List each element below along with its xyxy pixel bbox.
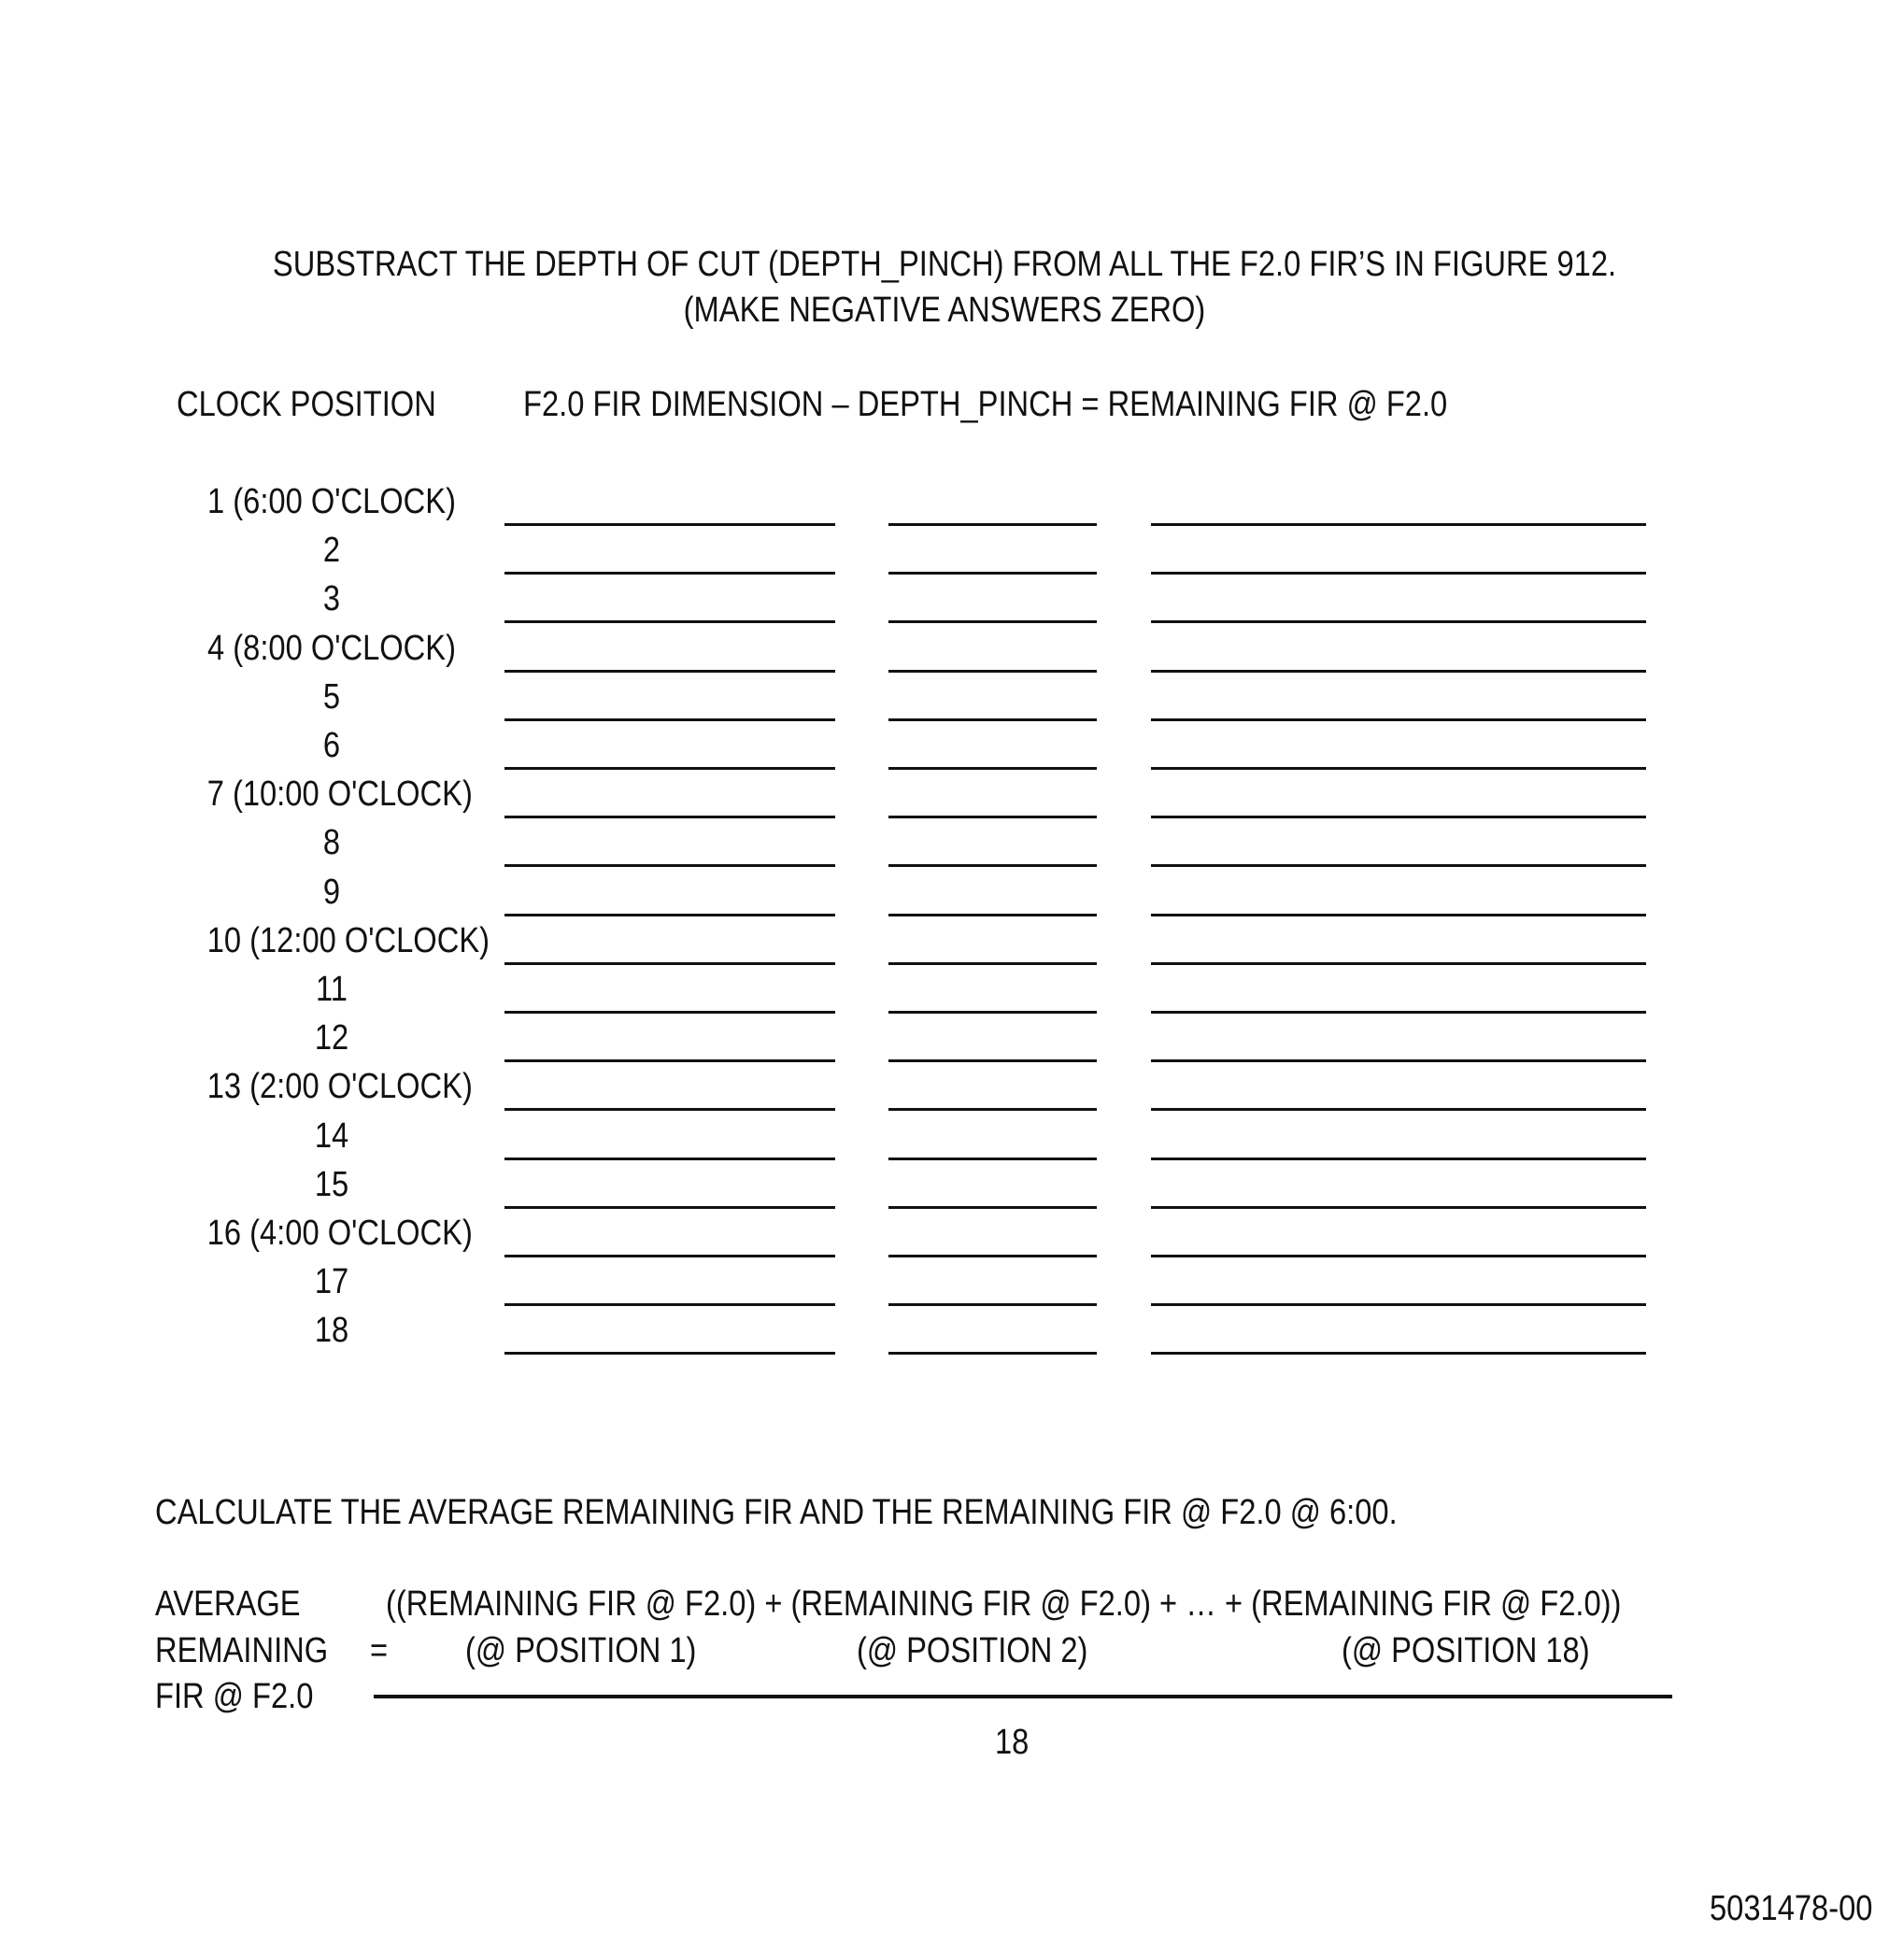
remaining-fir-blank[interactable] [1151, 767, 1646, 770]
fir-dimension-blank[interactable] [504, 1158, 835, 1160]
depth-pinch-blank[interactable] [888, 767, 1097, 770]
table-row [0, 920, 1889, 972]
remaining-fir-blank[interactable] [1151, 1011, 1646, 1014]
remaining-fir-blank[interactable] [1151, 1303, 1646, 1306]
depth-pinch-blank[interactable] [888, 1255, 1097, 1257]
remaining-fir-blank[interactable] [1151, 914, 1646, 916]
depth-pinch-blank[interactable] [888, 670, 1097, 673]
clock-position-header: CLOCK POSITION [177, 385, 436, 424]
depth-pinch-blank[interactable] [888, 1011, 1097, 1014]
table-row [0, 728, 1889, 776]
clock-position-label: 12 [314, 1018, 349, 1058]
remaining-fir-blank[interactable] [1151, 1352, 1646, 1355]
fir-dimension-blank[interactable] [504, 1059, 835, 1062]
clock-position-label: 15 [314, 1164, 349, 1204]
clock-position-label: 11 [316, 970, 348, 1009]
clock-position-label: 13 (2:00 O'CLOCK) [206, 1067, 473, 1107]
remaining-fir-blank[interactable] [1151, 816, 1646, 818]
fir-dimension-blank[interactable] [504, 914, 835, 916]
depth-pinch-blank[interactable] [888, 620, 1097, 623]
fir-dimension-blank[interactable] [504, 1206, 835, 1209]
remaining-fir-blank[interactable] [1151, 523, 1646, 526]
fir-dimension-blank[interactable] [504, 1303, 835, 1306]
remaining-fir-blank[interactable] [1151, 718, 1646, 721]
fir-dimension-blank[interactable] [504, 962, 835, 965]
fir-dimension-blank[interactable] [504, 864, 835, 867]
remaining-fir-blank[interactable] [1151, 1158, 1646, 1160]
table-row [0, 1069, 1889, 1117]
fir-dimension-blank[interactable] [504, 718, 835, 721]
table-row [0, 825, 1889, 873]
fir-dimension-blank[interactable] [504, 1108, 835, 1111]
remaining-fir-blank[interactable] [1151, 1255, 1646, 1257]
clock-position-label: 3 [322, 579, 341, 619]
depth-pinch-blank[interactable] [888, 718, 1097, 721]
clock-position-label: 5 [322, 676, 341, 717]
depth-pinch-blank[interactable] [888, 523, 1097, 526]
remaining-fir-blank[interactable] [1151, 1059, 1646, 1062]
depth-pinch-blank[interactable] [888, 864, 1097, 867]
table-row [0, 1264, 1889, 1313]
depth-pinch-blank[interactable] [888, 1352, 1097, 1355]
table-row [0, 1164, 1889, 1215]
fir-dimension-blank[interactable] [504, 670, 835, 673]
table-row [0, 676, 1889, 728]
table-row [0, 1215, 1889, 1264]
fir-dimension-blank[interactable] [504, 767, 835, 770]
lhs-remaining: REMAINING [155, 1631, 329, 1670]
fraction-bar [374, 1695, 1672, 1698]
formula-header: F2.0 FIR DIMENSION – DEPTH_PINCH = REMAINING FIR @ F2.0 [523, 385, 1448, 424]
fir-dimension-blank[interactable] [504, 1352, 835, 1355]
clock-position-label: 10 (12:00 O'CLOCK) [206, 920, 490, 960]
position-1-label: (@ POSITION 1) [465, 1631, 697, 1670]
depth-pinch-blank[interactable] [888, 914, 1097, 916]
table-row [0, 972, 1889, 1020]
numerator-formula: ((REMAINING FIR @ F2.0) + (REMAINING FIR @ F2.0) + … + (REMAINING FIR @ F2.0)) [386, 1584, 1622, 1624]
equals-sign: = [370, 1631, 389, 1670]
clock-position-label: 4 (8:00 O'CLOCK) [207, 628, 456, 668]
depth-pinch-blank[interactable] [888, 1158, 1097, 1160]
document-number: 5031478-00 [1710, 1889, 1873, 1928]
remaining-fir-blank[interactable] [1151, 670, 1646, 673]
fir-dimension-blank[interactable] [504, 523, 835, 526]
fir-dimension-blank[interactable] [504, 1255, 835, 1257]
fir-dimension-blank[interactable] [504, 816, 835, 818]
table-row [0, 1115, 1889, 1167]
depth-pinch-blank[interactable] [888, 962, 1097, 965]
remaining-fir-blank[interactable] [1151, 620, 1646, 623]
remaining-fir-blank[interactable] [1151, 572, 1646, 575]
table-row [0, 1313, 1889, 1361]
lhs-average: AVERAGE [155, 1584, 301, 1624]
clock-position-label: 14 [314, 1115, 349, 1156]
fir-dimension-blank[interactable] [504, 1011, 835, 1014]
clock-position-label: 9 [322, 872, 341, 912]
instruction-line-1: SUBSTRACT THE DEPTH OF CUT (DEPTH_PINCH) FROM ALL THE F2.0 FIR’S IN FIGURE 912. [272, 245, 1617, 284]
table-row [0, 628, 1889, 679]
clock-position-label: 2 [322, 531, 341, 571]
calculate-instruction: CALCULATE THE AVERAGE REMAINING FIR AND THE REMAINING FIR @ F2.0 @ 6:00. [155, 1493, 1398, 1532]
clock-position-label: 8 [322, 823, 341, 863]
remaining-fir-blank[interactable] [1151, 864, 1646, 867]
depth-pinch-blank[interactable] [888, 1303, 1097, 1306]
table-row [0, 1020, 1889, 1069]
depth-pinch-blank[interactable] [888, 1206, 1097, 1209]
denominator: 18 [995, 1723, 1030, 1762]
lhs-fir-f20: FIR @ F2.0 [155, 1677, 314, 1716]
table-row [0, 581, 1889, 630]
depth-pinch-blank[interactable] [888, 816, 1097, 818]
clock-position-label: 1 (6:00 O'CLOCK) [207, 482, 456, 521]
table-row [0, 533, 1889, 581]
depth-pinch-blank[interactable] [888, 1108, 1097, 1111]
instruction-line-2: (MAKE NEGATIVE ANSWERS ZERO) [683, 291, 1206, 330]
depth-pinch-blank[interactable] [888, 1059, 1097, 1062]
clock-position-label: 18 [314, 1311, 349, 1351]
table-row [0, 776, 1889, 825]
remaining-fir-blank[interactable] [1151, 1108, 1646, 1111]
clock-position-label: 17 [314, 1262, 349, 1302]
table-row [0, 484, 1889, 533]
fir-dimension-blank[interactable] [504, 620, 835, 623]
depth-pinch-blank[interactable] [888, 572, 1097, 575]
table-row [0, 874, 1889, 923]
position-18-label: (@ POSITION 18) [1342, 1631, 1590, 1670]
position-2-label: (@ POSITION 2) [857, 1631, 1088, 1670]
fir-dimension-blank[interactable] [504, 572, 835, 575]
clock-position-label: 16 (4:00 O'CLOCK) [206, 1214, 473, 1253]
clock-position-label: 6 [322, 726, 341, 765]
clock-position-label: 7 (10:00 O'CLOCK) [206, 774, 473, 815]
remaining-fir-blank[interactable] [1151, 1206, 1646, 1209]
remaining-fir-blank[interactable] [1151, 962, 1646, 965]
